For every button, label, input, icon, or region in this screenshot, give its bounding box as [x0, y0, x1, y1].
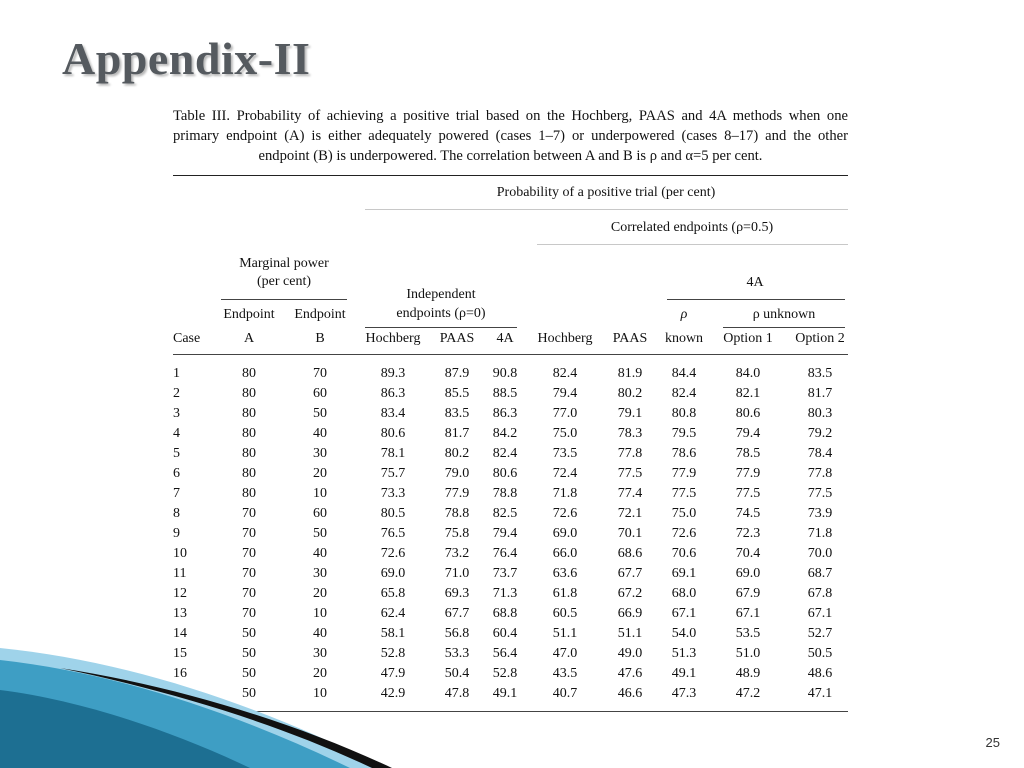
cell-rho-known: 84.4	[671, 366, 697, 381]
cell-ind-hochberg: 42.9	[380, 686, 406, 701]
cell-ind-4a: 68.8	[492, 606, 518, 621]
header-prob-title: Probability of a positive trial (per cent)	[496, 185, 716, 200]
header-ind-paas: PAAS	[439, 331, 475, 346]
cell-ind-hochberg: 69.0	[380, 566, 406, 581]
cell-option2: 70.0	[807, 546, 833, 561]
cell-rho-known: 51.3	[671, 646, 697, 661]
cell-endpoint-b: 40	[313, 626, 327, 641]
cell-ind-4a: 80.6	[492, 466, 518, 481]
cell-option1: 80.6	[735, 406, 761, 421]
cell-rho-known: 75.0	[671, 506, 697, 521]
cell-case: 8	[173, 506, 180, 521]
cell-endpoint-b: 70	[313, 366, 327, 381]
prob-underline	[365, 209, 848, 210]
cell-option1: 82.1	[735, 386, 761, 401]
cell-cor-hochberg: 82.4	[552, 366, 578, 381]
cell-ind-hochberg: 72.6	[380, 546, 406, 561]
cell-rho-known: 80.8	[671, 406, 697, 421]
cell-rho-known: 47.3	[671, 686, 697, 701]
cell-rho-known: 67.1	[671, 606, 697, 621]
cell-option2: 78.4	[807, 446, 833, 461]
cell-endpoint-a: 80	[242, 426, 256, 441]
cell-option1: 74.5	[735, 506, 761, 521]
header-endpoint-b-l1: Endpoint	[294, 307, 346, 322]
cell-cor-hochberg: 75.0	[552, 426, 578, 441]
cell-ind-paas: 53.3	[444, 646, 470, 661]
cell-option1: 47.2	[735, 686, 761, 701]
slide-title: Appendix-II	[62, 33, 311, 84]
cell-cor-paas: 66.9	[617, 606, 643, 621]
cell-ind-paas: 78.8	[444, 506, 470, 521]
cell-option1: 72.3	[735, 526, 761, 541]
cell-case: 4	[173, 426, 180, 441]
cell-ind-hochberg: 83.4	[380, 406, 406, 421]
cell-cor-paas: 68.6	[617, 546, 643, 561]
cell-ind-4a: 56.4	[492, 646, 518, 661]
cell-cor-paas: 49.0	[617, 646, 643, 661]
table-caption: Table III. Probability of achieving a positive trial based on the Hochberg, PAAS and 4A methods when one primary endpoint (A) is either adequately powered (cases 1–7) or underpowered (cases 8–17) and the other endpoint (B) is underpowered. The correlation between A and B is ρ and α=5 per cent.	[173, 108, 848, 164]
cell-cor-paas: 77.4	[617, 486, 643, 501]
header-cor-paas: PAAS	[612, 331, 648, 346]
cell-cor-hochberg: 72.6	[552, 506, 578, 521]
cell-ind-paas: 73.2	[444, 546, 470, 561]
cell-ind-paas: 69.3	[444, 586, 470, 601]
cell-option1: 78.5	[735, 446, 761, 461]
cell-cor-hochberg: 73.5	[552, 446, 578, 461]
cell-cor-hochberg: 72.4	[552, 466, 578, 481]
cell-ind-hochberg: 76.5	[380, 526, 406, 541]
cell-case: 3	[173, 406, 180, 421]
cell-option2: 52.7	[807, 626, 833, 641]
cell-ind-paas: 56.8	[444, 626, 470, 641]
cell-case: 2	[173, 386, 180, 401]
cell-rho-known: 82.4	[671, 386, 697, 401]
cell-rho-known: 72.6	[671, 526, 697, 541]
cell-option2: 80.3	[807, 406, 833, 421]
rho-unknown-underline	[723, 327, 845, 328]
cell-case: 10	[173, 546, 187, 561]
cell-ind-hochberg: 80.6	[380, 426, 406, 441]
header-cor-hochberg: Hochberg	[537, 331, 593, 346]
cell-ind-paas: 77.9	[444, 486, 470, 501]
cell-endpoint-a: 50	[242, 666, 256, 681]
cell-ind-hochberg: 65.8	[380, 586, 406, 601]
cell-endpoint-b: 30	[313, 446, 327, 461]
cell-ind-hochberg: 86.3	[380, 386, 406, 401]
cell-option1: 53.5	[735, 626, 761, 641]
cell-endpoint-b: 50	[313, 406, 327, 421]
header-marginal-l2: (per cent)	[256, 274, 312, 289]
cell-endpoint-b: 40	[313, 546, 327, 561]
cell-endpoint-b: 30	[313, 646, 327, 661]
cell-option2: 83.5	[807, 366, 833, 381]
cell-ind-paas: 67.7	[444, 606, 470, 621]
cell-case: 7	[173, 486, 180, 501]
page-number: 25	[985, 735, 1000, 750]
cell-option1: 69.0	[735, 566, 761, 581]
cell-option2: 68.7	[807, 566, 833, 581]
cell-ind-paas: 87.9	[444, 366, 470, 381]
cell-ind-4a: 52.8	[492, 666, 518, 681]
header-ind-4a: 4A	[496, 331, 514, 346]
correlated-underline	[537, 244, 848, 245]
cell-ind-4a: 49.1	[492, 686, 518, 701]
header-rho-known-l2: known	[664, 331, 704, 346]
cell-endpoint-b: 30	[313, 566, 327, 581]
cell-cor-paas: 67.7	[617, 566, 643, 581]
cell-option2: 67.1	[807, 606, 833, 621]
header-fourA: 4A	[746, 275, 764, 290]
cell-cor-paas: 70.1	[617, 526, 643, 541]
cell-option2: 73.9	[807, 506, 833, 521]
cell-ind-paas: 85.5	[444, 386, 470, 401]
cell-ind-paas: 79.0	[444, 466, 470, 481]
cell-ind-hochberg: 62.4	[380, 606, 406, 621]
cell-cor-hochberg: 43.5	[552, 666, 578, 681]
header-case: Case	[173, 331, 201, 346]
fourA-underline	[667, 299, 845, 300]
cell-cor-hochberg: 79.4	[552, 386, 578, 401]
cell-endpoint-b: 60	[313, 386, 327, 401]
cell-ind-4a: 88.5	[492, 386, 518, 401]
cell-option2: 50.5	[807, 646, 833, 661]
cell-option2: 67.8	[807, 586, 833, 601]
cell-option2: 81.7	[807, 386, 833, 401]
cell-case: 11	[173, 566, 187, 581]
cell-ind-hochberg: 47.9	[380, 666, 406, 681]
cell-endpoint-a: 70	[242, 586, 256, 601]
cell-endpoint-a: 70	[242, 566, 256, 581]
cell-cor-hochberg: 69.0	[552, 526, 578, 541]
cell-option1: 77.5	[735, 486, 761, 501]
cell-ind-4a: 84.2	[492, 426, 518, 441]
cell-rho-known: 69.1	[671, 566, 697, 581]
cell-ind-paas: 47.8	[444, 686, 470, 701]
cell-endpoint-a: 80	[242, 486, 256, 501]
cell-option2: 79.2	[807, 426, 833, 441]
header-independent-l2: endpoints (ρ=0)	[396, 306, 486, 321]
cell-ind-paas: 80.2	[444, 446, 470, 461]
cell-endpoint-a: 50	[242, 626, 256, 641]
cell-cor-hochberg: 40.7	[552, 686, 578, 701]
cell-cor-paas: 81.9	[617, 366, 643, 381]
header-option1: Option 1	[723, 331, 773, 346]
cell-option1: 84.0	[735, 366, 761, 381]
cell-ind-paas: 83.5	[444, 406, 470, 421]
header-endpoint-a-l1: Endpoint	[223, 307, 275, 322]
cell-ind-4a: 86.3	[492, 406, 518, 421]
cell-endpoint-b: 50	[313, 526, 327, 541]
cell-endpoint-a: 70	[242, 606, 256, 621]
cell-ind-4a: 71.3	[492, 586, 518, 601]
header-independent-l1: Independent	[406, 287, 476, 302]
decorative-swoosh	[0, 0, 420, 768]
cell-cor-paas: 77.5	[617, 466, 643, 481]
cell-cor-hochberg: 71.8	[552, 486, 578, 501]
cell-case: 5	[173, 446, 180, 461]
cell-endpoint-a: 80	[242, 406, 256, 421]
cell-endpoint-b: 20	[313, 666, 327, 681]
cell-ind-hochberg: 78.1	[380, 446, 406, 461]
cell-option2: 71.8	[807, 526, 833, 541]
cell-ind-paas: 71.0	[444, 566, 470, 581]
cell-case: 15	[173, 646, 187, 661]
cell-rho-known: 78.6	[671, 446, 697, 461]
cell-endpoint-b: 10	[313, 486, 327, 501]
cell-option1: 70.4	[735, 546, 761, 561]
cell-endpoint-b: 10	[313, 606, 327, 621]
cell-option2: 77.5	[807, 486, 833, 501]
cell-ind-4a: 73.7	[492, 566, 518, 581]
cell-ind-hochberg: 58.1	[380, 626, 406, 641]
cell-endpoint-a: 80	[242, 366, 256, 381]
cell-case: 14	[173, 626, 187, 641]
cell-case: 1	[173, 366, 180, 381]
cell-option1: 51.0	[735, 646, 761, 661]
cell-ind-4a: 60.4	[492, 626, 518, 641]
cell-endpoint-b: 20	[313, 466, 327, 481]
header-endpoint-a-l2: A	[243, 331, 255, 346]
cell-endpoint-b: 60	[313, 506, 327, 521]
cell-cor-paas: 51.1	[617, 626, 643, 641]
header-endpoint-b-l2: B	[315, 331, 325, 346]
cell-cor-paas: 46.6	[617, 686, 643, 701]
cell-option1: 77.9	[735, 466, 761, 481]
cell-ind-paas: 75.8	[444, 526, 470, 541]
cell-case: 9	[173, 526, 180, 541]
cell-endpoint-a: 70	[242, 546, 256, 561]
cell-endpoint-a: 50	[242, 646, 256, 661]
cell-endpoint-b: 40	[313, 426, 327, 441]
cell-ind-paas: 81.7	[444, 426, 470, 441]
cell-case: 16	[173, 666, 187, 681]
cell-rho-known: 77.9	[671, 466, 697, 481]
cell-ind-hochberg: 89.3	[380, 366, 406, 381]
cell-option1: 79.4	[735, 426, 761, 441]
cell-endpoint-a: 80	[242, 386, 256, 401]
header-marginal-l1: Marginal power	[239, 256, 329, 271]
header-rho-known-l1: ρ	[680, 307, 688, 322]
header-ind-hochberg: Hochberg	[365, 331, 421, 346]
cell-cor-hochberg: 47.0	[552, 646, 578, 661]
cell-cor-hochberg: 51.1	[552, 626, 578, 641]
cell-rho-known: 79.5	[671, 426, 697, 441]
cell-cor-hochberg: 60.5	[552, 606, 578, 621]
cell-ind-4a: 82.5	[492, 506, 518, 521]
cell-endpoint-a: 50	[242, 686, 256, 701]
cell-cor-paas: 79.1	[617, 406, 643, 421]
cell-option2: 47.1	[807, 686, 833, 701]
cell-ind-hochberg: 73.3	[380, 486, 406, 501]
cell-ind-4a: 76.4	[492, 546, 518, 561]
header-correlated-title: Correlated endpoints (ρ=0.5)	[610, 220, 774, 235]
header-option2: Option 2	[795, 331, 845, 346]
cell-cor-paas: 80.2	[617, 386, 643, 401]
cell-ind-4a: 78.8	[492, 486, 518, 501]
cell-endpoint-a: 70	[242, 506, 256, 521]
cell-option1: 48.9	[735, 666, 761, 681]
cell-cor-hochberg: 66.0	[552, 546, 578, 561]
cell-endpoint-b: 10	[313, 686, 327, 701]
header-rho-unknown: ρ unknown	[752, 307, 816, 322]
cell-cor-hochberg: 63.6	[552, 566, 578, 581]
cell-cor-paas: 67.2	[617, 586, 643, 601]
cell-ind-4a: 90.8	[492, 366, 518, 381]
cell-option2: 77.8	[807, 466, 833, 481]
cell-case: 12	[173, 586, 187, 601]
cell-option1: 67.9	[735, 586, 761, 601]
cell-endpoint-a: 70	[242, 526, 256, 541]
cell-rho-known: 68.0	[671, 586, 697, 601]
cell-cor-paas: 47.6	[617, 666, 643, 681]
cell-cor-paas: 77.8	[617, 446, 643, 461]
cell-endpoint-b: 20	[313, 586, 327, 601]
cell-cor-paas: 78.3	[617, 426, 643, 441]
cell-rho-known: 77.5	[671, 486, 697, 501]
cell-rho-known: 54.0	[671, 626, 697, 641]
cell-ind-hochberg: 80.5	[380, 506, 406, 521]
cell-ind-paas: 50.4	[444, 666, 470, 681]
cell-ind-hochberg: 75.7	[380, 466, 406, 481]
cell-case: 6	[173, 466, 180, 481]
cell-rho-known: 70.6	[671, 546, 697, 561]
cell-endpoint-a: 80	[242, 466, 256, 481]
cell-rho-known: 49.1	[671, 666, 697, 681]
cell-option2: 48.6	[807, 666, 833, 681]
cell-ind-4a: 79.4	[492, 526, 518, 541]
cell-ind-4a: 82.4	[492, 446, 518, 461]
cell-endpoint-a: 80	[242, 446, 256, 461]
cell-case: 13	[173, 606, 187, 621]
cell-option1: 67.1	[735, 606, 761, 621]
cell-ind-hochberg: 52.8	[380, 646, 406, 661]
cell-cor-paas: 72.1	[617, 506, 643, 521]
cell-cor-hochberg: 77.0	[552, 406, 578, 421]
cell-cor-hochberg: 61.8	[552, 586, 578, 601]
